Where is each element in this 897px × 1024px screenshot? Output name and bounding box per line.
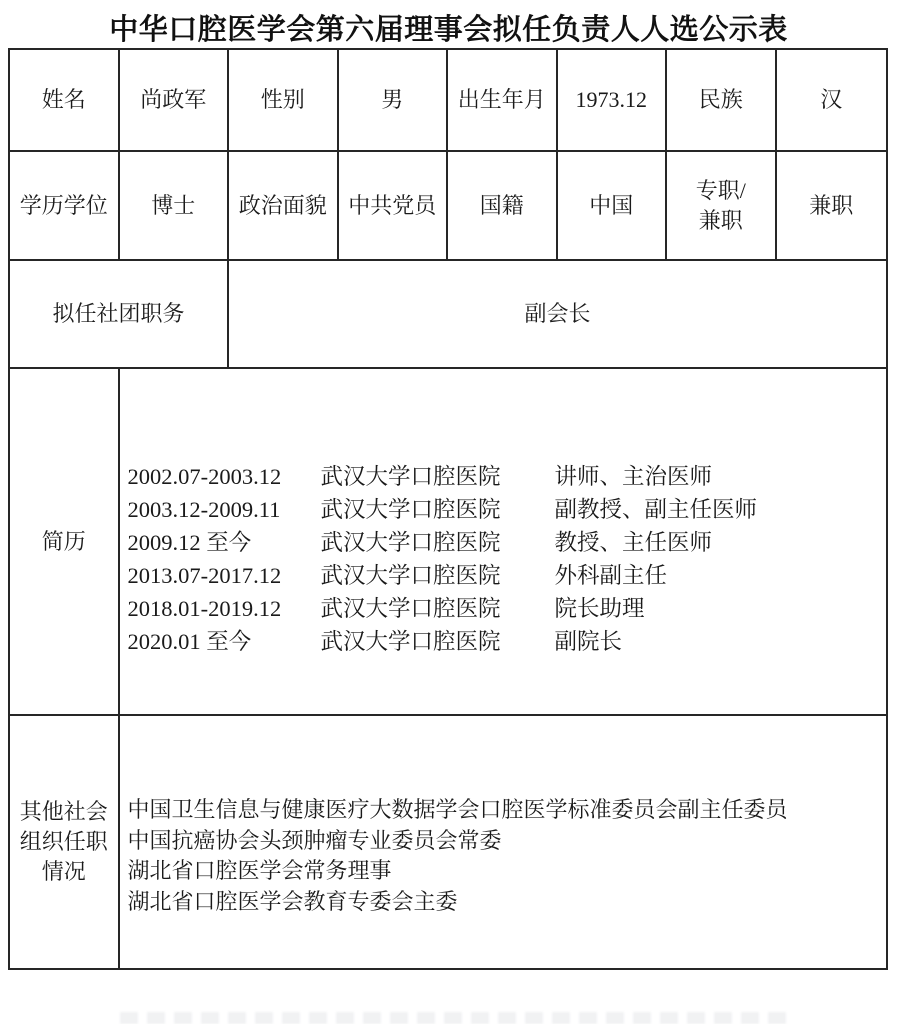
page-title: 中华口腔医学会第六届理事会拟任负责人人选公示表: [109, 14, 788, 46]
other-role-item: 中国抗癌协会头颈肿瘤专业委员会常委: [127, 827, 502, 853]
birth-label-cell: 出生年月: [448, 50, 558, 150]
other-roles-label-line3: 情况: [41, 858, 86, 884]
row-proposed-position: [10, 261, 886, 369]
resume-entry: [128, 592, 881, 625]
resume-org: 武汉大学口腔医院: [320, 496, 501, 522]
resume-role: 院长助理: [554, 595, 645, 621]
ethnicity-value-cell: 汉: [820, 87, 843, 113]
resume-role: 讲师、主治医师: [554, 463, 713, 489]
row-basic-1: [10, 50, 886, 152]
resume-role: 外科副主任: [554, 562, 668, 588]
resume-org: 武汉大学口腔医院: [320, 529, 501, 555]
employment-label-cell: [667, 152, 777, 259]
resume-entry: [128, 460, 881, 493]
other-roles-label-line1: 其他社会: [19, 799, 108, 825]
resume-entry: [128, 493, 881, 526]
education-value-cell: 博士: [120, 152, 230, 259]
proposed-position-label-cell: 拟任社团职务: [10, 261, 229, 367]
resume-label-cell: 简历: [10, 369, 120, 714]
resume-org: 武汉大学口腔医院: [320, 562, 501, 588]
other-roles-label-cell: [10, 716, 120, 968]
political-label-cell: 政治面貌: [229, 152, 339, 259]
resume-org: 武汉大学口腔医院: [320, 463, 501, 489]
nationality-value-cell: 中国: [558, 152, 668, 259]
ethnicity-label-cell: 民族: [667, 50, 777, 150]
row-resume: [10, 369, 886, 716]
birth-value-cell: 1973.12: [558, 50, 668, 150]
resume-value-cell: [120, 369, 887, 714]
gender-value-cell: 男: [339, 50, 449, 150]
name-value-cell: 尚政军: [120, 50, 230, 150]
resume-role: 副教授、副主任医师: [554, 496, 758, 522]
row-other-roles: [10, 716, 886, 968]
resume-period: 2013.07-2017.12: [127, 562, 282, 588]
resume-org: 武汉大学口腔医院: [320, 595, 501, 621]
nationality-label-cell: 国籍: [448, 152, 558, 259]
resume-entry: [128, 559, 881, 592]
resume-entry: [128, 625, 881, 658]
resume-period: 2003.12-2009.11: [127, 496, 281, 522]
other-roles-value-cell: [120, 716, 887, 968]
resume-role: 副院长: [554, 628, 623, 654]
resume-entry: [128, 526, 881, 559]
gender-label-cell: 性别: [229, 50, 339, 150]
resume-period: 2020.01 至今: [127, 628, 252, 654]
employment-label-line2: 兼职: [698, 207, 743, 233]
resume-period: 2018.01-2019.12: [127, 595, 282, 621]
proposed-position-value-cell: 副会长: [524, 301, 591, 327]
other-role-item: 湖北省口腔医学会教育专委会主委: [127, 888, 458, 914]
education-label-cell: 学历学位: [10, 152, 120, 259]
other-roles-label-line2: 组织任职: [19, 829, 108, 855]
employment-value-cell: 兼职: [809, 192, 854, 218]
other-roles-list: [128, 795, 881, 917]
resume-entries: [128, 460, 881, 658]
political-value-cell: 中共党员: [339, 152, 449, 259]
resume-period: 2002.07-2003.12: [127, 463, 282, 489]
resume-role: 教授、主任医师: [554, 529, 713, 555]
resume-period: 2009.12 至今: [127, 529, 252, 555]
name-label-cell: 姓名: [10, 50, 120, 150]
other-role-item: 中国卫生信息与健康医疗大数据学会口腔医学标准委员会副主任委员: [127, 797, 788, 822]
employment-label-line1: 专职/: [695, 177, 746, 203]
resume-org: 武汉大学口腔医院: [320, 628, 501, 654]
page-bleed-through: [120, 1012, 788, 1024]
notice-table: [8, 48, 888, 970]
row-basic-2: [10, 152, 886, 261]
other-role-item: 湖北省口腔医学会常务理事: [127, 858, 392, 883]
